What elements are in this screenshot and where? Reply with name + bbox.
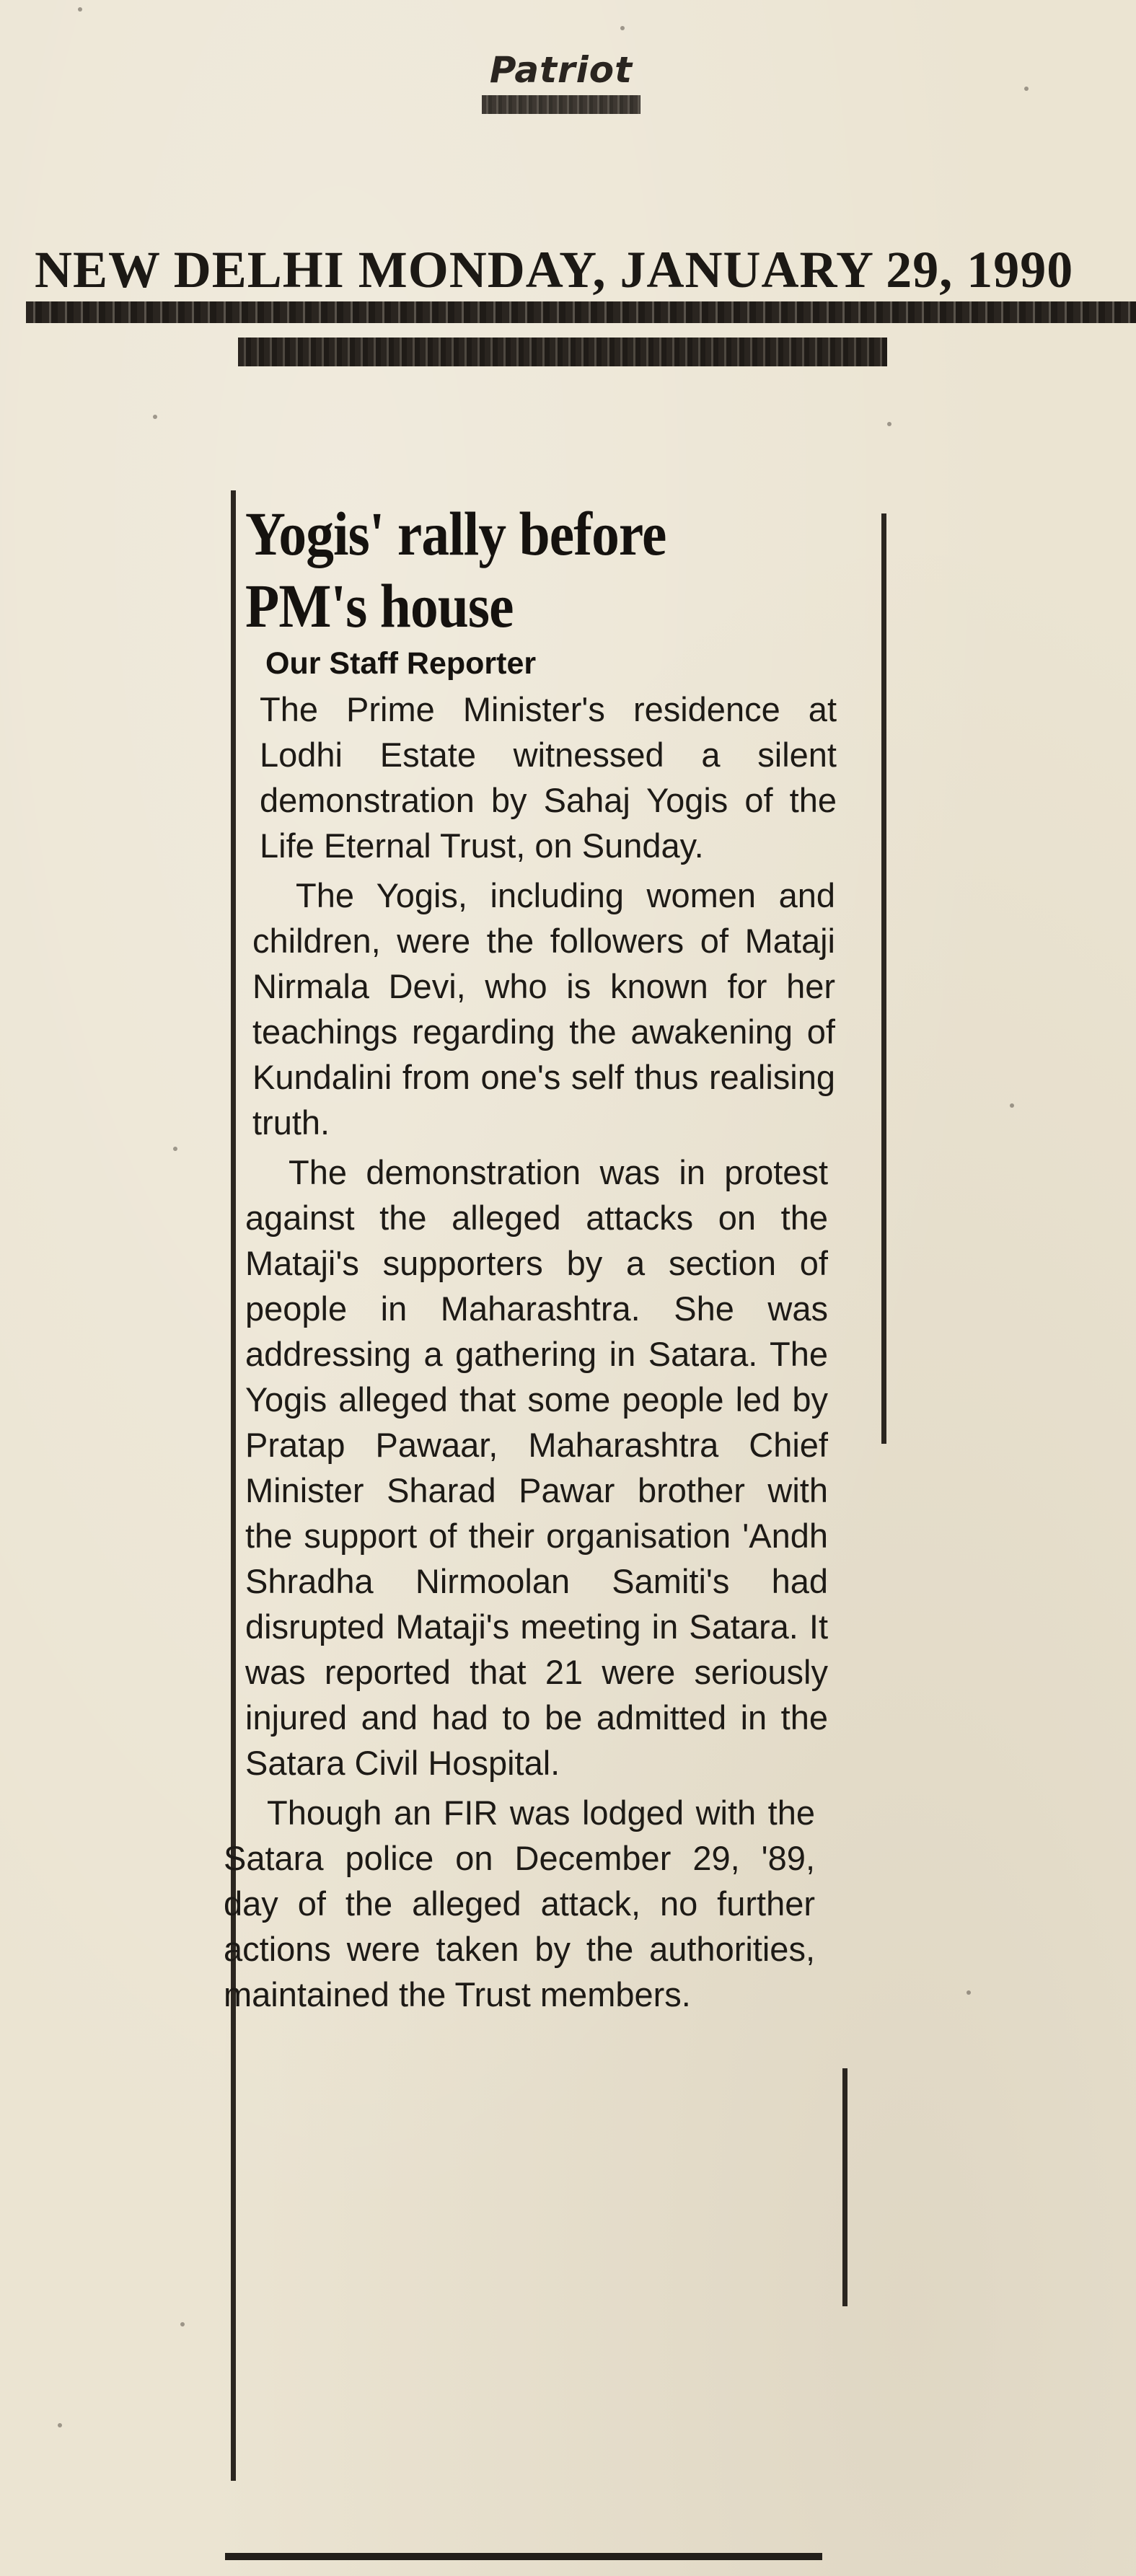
paper-speck (180, 2322, 185, 2326)
paper-speck (58, 2423, 62, 2427)
masthead-logo: Patriot (489, 49, 633, 91)
column-rule-left (231, 490, 236, 2481)
masthead-rule-secondary (238, 338, 887, 366)
headline-line-2: PM's house (245, 571, 514, 640)
headline-line-1: Yogis' rally before (245, 499, 666, 568)
paper-speck (1024, 87, 1029, 91)
byline: Our Staff Reporter (265, 646, 537, 681)
article-headline (245, 498, 713, 642)
paper-speck (620, 26, 625, 30)
dateline: NEW DELHI MONDAY, JANUARY 29, 1990 (35, 244, 1074, 296)
paper-speck (887, 422, 891, 426)
article-paragraph: Though an FIR was lodged with the Satara police on December 29, '89, day of the alleged attack, no further actions were taken by the authorities, maintained the Trust members. (224, 1794, 815, 2013)
article-paragraph: The Prime Minister's residence at Lodhi Estate witnessed a silent demonstration by Sahaj Yogis of the Life Eternal Trust, on Sunday. (260, 690, 837, 865)
paper-speck (1010, 1103, 1014, 1108)
article-end-rule (225, 2553, 822, 2560)
paper-speck (173, 1147, 177, 1151)
article (224, 498, 851, 2021)
article-paragraph: The demonstration was in protest against the alleged attacks on the Mataji's supporters by a section of people in Maharashtra. She was addressing a gathering in Satara. The Yogis alleged that some people led by Pratap Pawaar, Maharashtra Chief Minister Sharad Pawar brother with the support of their organisation 'Andh Shradha Nirmoolan Samiti's had disrupted Mataji's meeting in Satara. It was reported that 21 were seriously injured and had to be admitted in the Satara Civil Hospital. (245, 1153, 828, 1782)
paper-speck (78, 7, 82, 12)
article-body (224, 687, 851, 2017)
column-rule-right-lower (842, 2068, 847, 2306)
column-rule-right (881, 513, 886, 1444)
paper-speck (153, 415, 157, 419)
paper-speck (967, 1990, 971, 1995)
masthead (482, 49, 640, 114)
article-paragraph: The Yogis, including women and children, were the followers of Mataji Nirmala Devi, who is known for her teachings regarding the awakening of Kundalini from one's self thus realising truth. (252, 876, 835, 1142)
masthead-rule (26, 301, 1136, 323)
masthead-underline (482, 95, 640, 114)
